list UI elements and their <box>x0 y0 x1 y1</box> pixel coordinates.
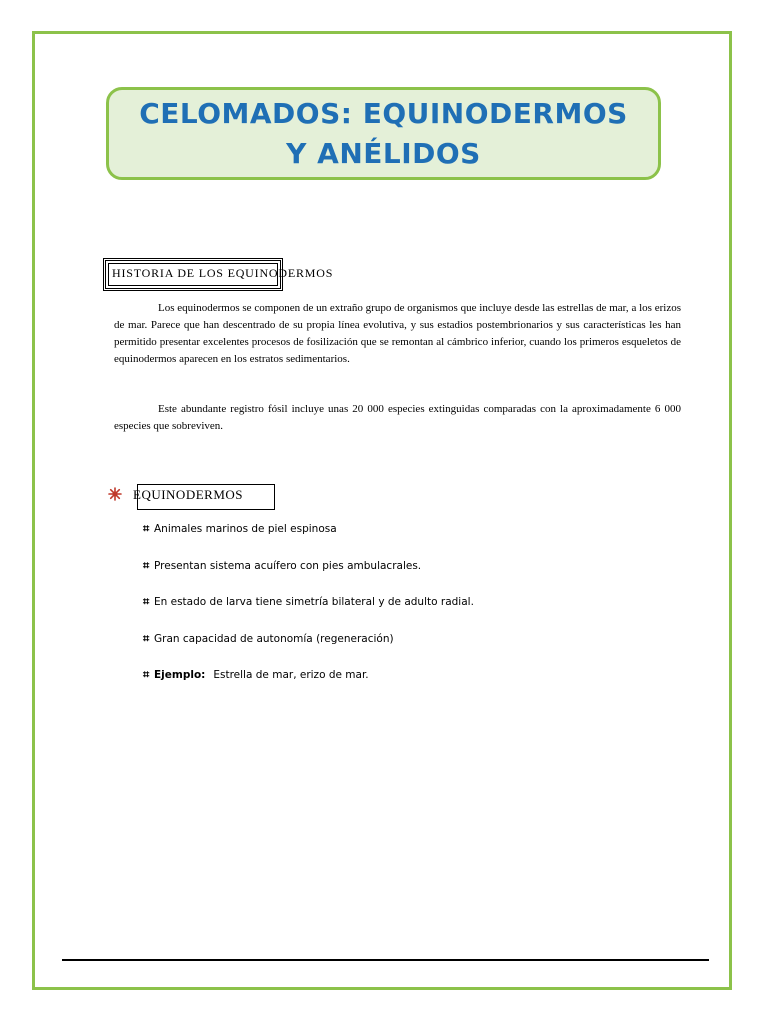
example-text: Estrella de mar, erizo de mar. <box>213 669 369 681</box>
list-item-text: En estado de larva tiene simetría bilateral y de adulto radial. <box>154 596 474 608</box>
title-box <box>106 87 661 180</box>
list-item <box>143 559 474 596</box>
hash-bullet-icon: ⌗ <box>143 558 150 572</box>
list-item <box>143 632 474 669</box>
paragraph-fossil-record: Este abundante registro fósil incluye unas 20 000 especies extinguidas comparadas con la aproximadamente 6 000 especies que sobreviven. <box>114 403 681 432</box>
list-item-text: Presentan sistema acuífero con pies ambulacrales. <box>154 559 422 572</box>
red-star-bullet-icon <box>108 487 122 501</box>
hash-bullet-icon: ⌗ <box>143 595 150 608</box>
list-item-text: Animales marinos de piel espinosa <box>154 523 337 535</box>
section-heading: HISTORIA DE LOS EQUINODERMOS <box>112 266 334 280</box>
list-item-text: Gran capacidad de autonomía (regeneración) <box>154 632 394 645</box>
footer-rule <box>62 959 709 961</box>
characteristics-list <box>143 522 474 705</box>
hash-bullet-icon: ⌗ <box>143 668 150 681</box>
hash-bullet-icon: ⌗ <box>143 522 150 535</box>
list-item <box>143 522 474 559</box>
example-label: Ejemplo: <box>154 669 206 681</box>
list-item-example <box>143 668 474 705</box>
paragraph-history: Los equinodermos se componen de un extraño grupo de organismos que incluye desde las estrellas de mar, a los erizos de mar. Parece que han descentrado de su propia línea evolutiva, y sus estadios postembrionarios y sus características les han permitido presentar excelentes procesos de fosilización que se remontan al cámbrico inferior, cuando los primeros esqueletos de equinodermos aparecen en los estratos sedimentarios. <box>114 302 681 365</box>
list-item <box>143 595 474 632</box>
subsection-heading: EQUINODERMOS <box>133 487 243 502</box>
page-title: CELOMADOS: EQUINODERMOS Y ANÉLIDOS <box>139 96 628 170</box>
hash-bullet-icon: ⌗ <box>143 631 150 645</box>
